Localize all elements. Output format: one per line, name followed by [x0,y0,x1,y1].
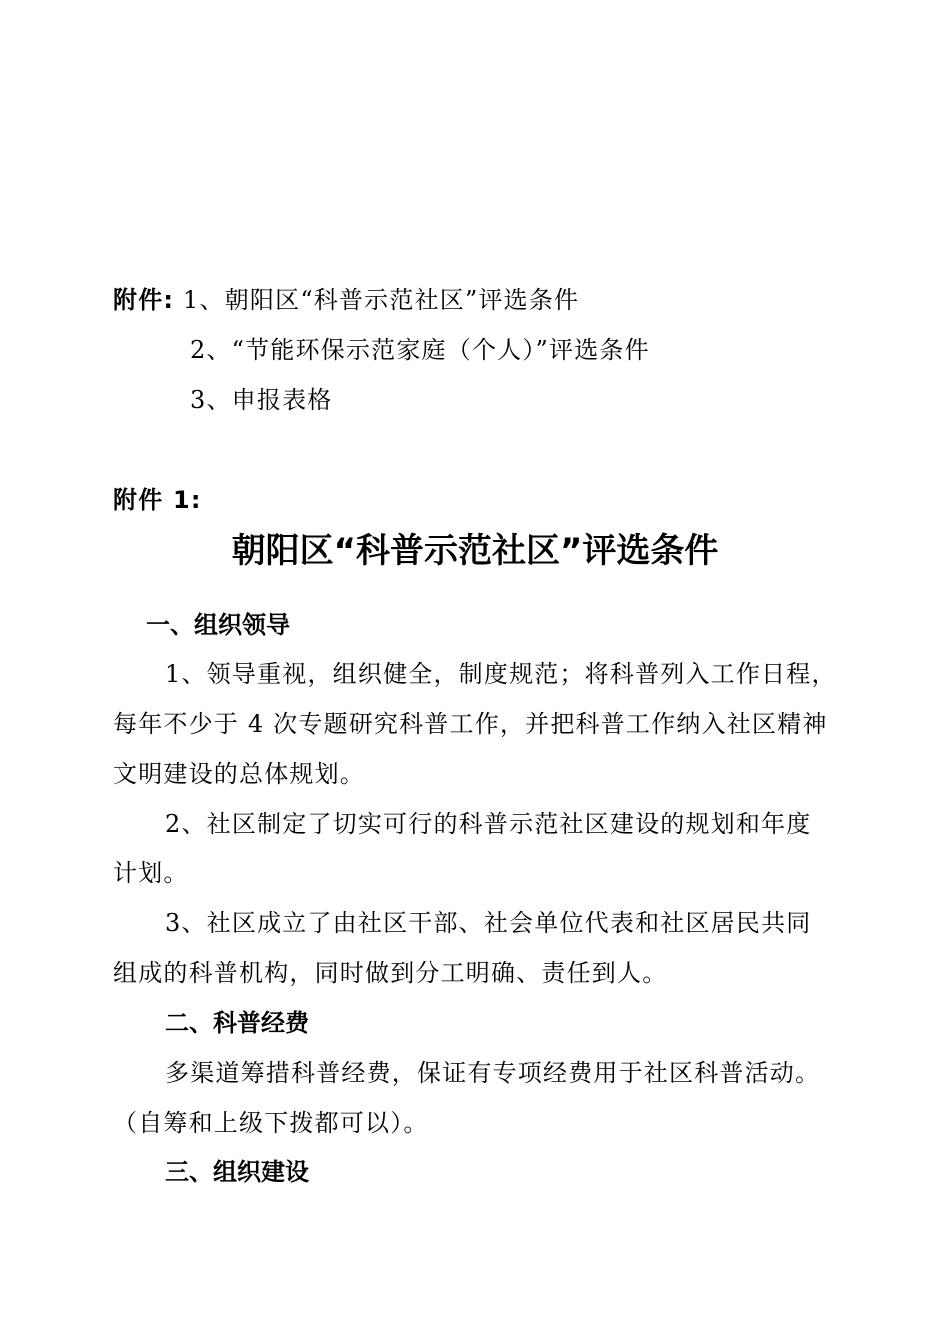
s2-p1-line-2: （自筹和上级下拨都可以）。 [113,1109,429,1137]
s1-p3-line-1: 3、社区成立了由社区干部、社会单位代表和社区居民共同 [165,909,812,937]
s1-p1-line-3: 文明建设的总体规划。 [113,760,365,788]
section-heading-3: 三、组织建设 [165,1158,309,1186]
section-heading-2: 二、科普经费 [165,1009,309,1037]
s1-p2-line-2: 计划。 [113,859,189,887]
attachment-item-3: 3、申报表格 [190,386,333,414]
section-heading-1: 一、组织领导 [146,611,290,639]
attachment1-label: 附件 1: [113,486,202,514]
s1-p1-line-1: 1、领导重视，组织健全，制度规范；将科普列入工作日程， [165,660,837,688]
attachments-label: 附件: [113,286,175,314]
page-title: 朝阳区“科普示范社区”评选条件 [231,531,719,571]
s1-p3-line-2: 组成的科普机构，同时做到分工明确、责任到人。 [113,959,668,987]
attachment-item-2: 2、“节能环保示范家庭（个人）”评选条件 [190,336,650,364]
attachment-item-1: 1、朝阳区“科普示范社区”评选条件 [183,286,580,314]
s1-p2-line-1: 2、社区制定了切实可行的科普示范社区建设的规划和年度 [165,810,812,838]
s2-p1-line-1: 多渠道筹措科普经费，保证有专项经费用于社区科普活动。 [165,1059,821,1087]
s1-p1-line-2: 每年不少于 4 次专题研究科普工作，并把科普工作纳入社区精神 [113,710,828,738]
attachments-line-1 [113,285,579,315]
